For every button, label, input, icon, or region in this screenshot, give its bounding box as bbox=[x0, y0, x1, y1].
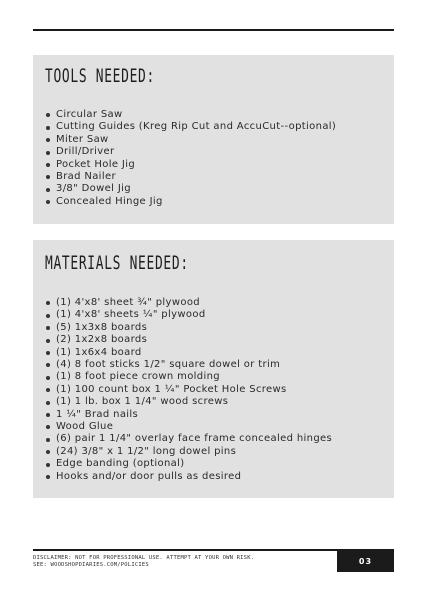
list-item: (4) 8 foot sticks 1/2" square dowel or trim bbox=[45, 359, 332, 371]
tools-needed-title: TOOLS NEEDED: bbox=[45, 65, 155, 87]
list-item: Concealed Hinge Jig bbox=[45, 196, 336, 208]
list-item: 1 ¼" Brad nails bbox=[45, 409, 332, 421]
materials-needed-title: MATERIALS NEEDED: bbox=[45, 252, 189, 274]
list-item: Miter Saw bbox=[45, 134, 336, 146]
list-item: (1) 1 lb. box 1 1/4" wood screws bbox=[45, 396, 332, 408]
tools-list bbox=[45, 109, 336, 208]
policies-link[interactable]: SEE: WOODSHOPDIARIES.COM/POLICIES bbox=[33, 562, 149, 568]
list-item: (2) 1x2x8 boards bbox=[45, 334, 332, 346]
list-item: (24) 3/8" x 1 1/2" long dowel pins bbox=[45, 446, 332, 458]
page-number: 03 bbox=[358, 556, 373, 566]
list-item: (1) 1x6x4 board bbox=[45, 347, 332, 359]
list-item: (5) 1x3x8 boards bbox=[45, 322, 332, 334]
materials-needed-panel bbox=[33, 240, 394, 498]
list-item: Drill/Driver bbox=[45, 146, 336, 158]
list-item: Edge banding (optional) bbox=[45, 458, 332, 470]
list-item: Circular Saw bbox=[45, 109, 336, 121]
list-item: Hooks and/or door pulls as desired bbox=[45, 471, 332, 483]
list-item: 3/8" Dowel Jig bbox=[45, 183, 336, 195]
tools-needed-panel bbox=[33, 55, 394, 224]
disclaimer-text: DISCLAIMER: NOT FOR PROFESSIONAL USE. ATTEMPT AT YOUR OWN RISK. bbox=[33, 555, 255, 561]
list-item: (6) pair 1 1/4" overlay face frame concealed hinges bbox=[45, 433, 332, 445]
list-item: Brad Nailer bbox=[45, 171, 336, 183]
list-item: (1) 100 count box 1 ¼" Pocket Hole Screws bbox=[45, 384, 332, 396]
top-divider bbox=[33, 29, 394, 31]
disclaimer bbox=[33, 555, 293, 569]
materials-list bbox=[45, 297, 332, 483]
page-number-badge bbox=[337, 550, 394, 572]
list-item: Pocket Hole Jig bbox=[45, 159, 336, 171]
list-item: (1) 8 foot piece crown molding bbox=[45, 371, 332, 383]
list-item: (1) 4'x8' sheet ¾" plywood bbox=[45, 297, 332, 309]
list-item: (1) 4'x8' sheets ¼" plywood bbox=[45, 309, 332, 321]
list-item: Wood Glue bbox=[45, 421, 332, 433]
list-item: Cutting Guides (Kreg Rip Cut and AccuCut--optional) bbox=[45, 121, 336, 133]
